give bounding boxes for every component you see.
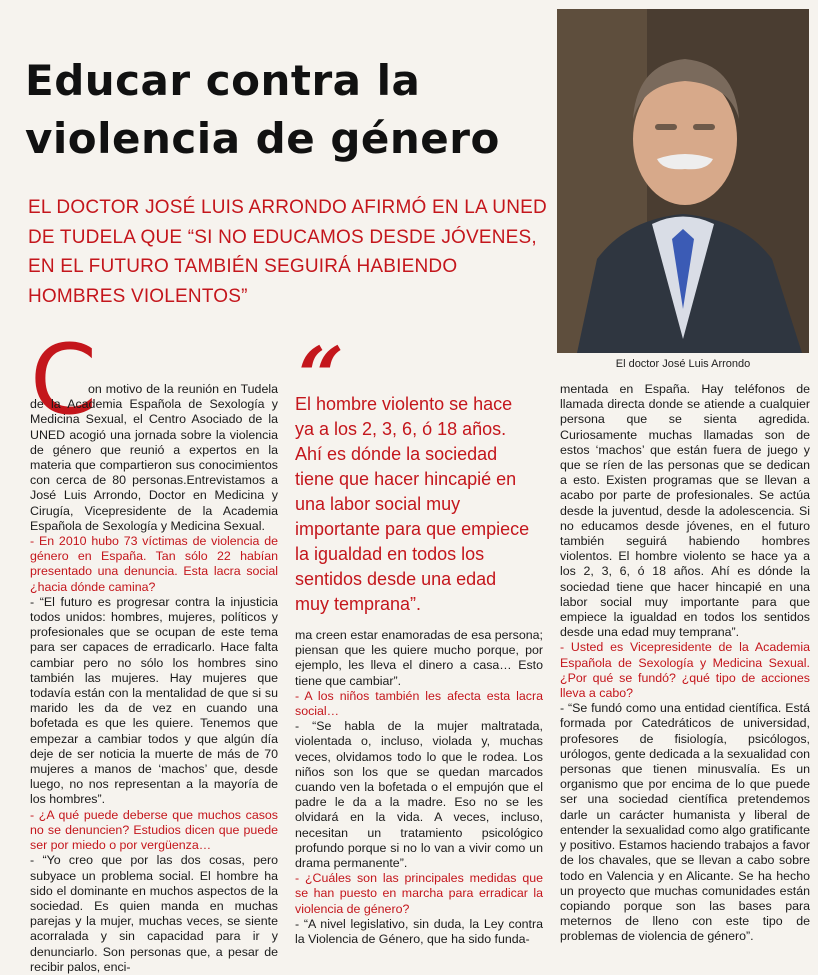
- portrait-illustration: [557, 9, 809, 353]
- question-1: - En 2010 hubo 73 víctimas de violencia de género en España. Tan sólo 22 habían presentado una denuncia. Esta lacra social ¿hacia dónde camina?: [30, 534, 278, 594]
- column-1: [30, 382, 278, 975]
- article-title: [25, 52, 555, 168]
- answer-1: - “El futuro es progresar contra la injusticia todos unidos: hombres, mujeres, políticos y profesionales que se ocupan de este tema para ser capaces de erradicarlo. Hace falta cambiar pero no sólo los hombres sino también las mujeres. Hay mujeres que todavía están con la mentalidad de que si su marido les da de vez en cuando una bofetada es que les quiere. Tenemos que empezar a cambiar todos y que algún día deje de ser noticia la muerte de más de 70 mujeres a manos de ‘machos’ que, desde luego, no nos representan a la mayoría de los hombres”.: [30, 594, 278, 807]
- question-2: - ¿A qué puede deberse que muchos casos no se denuncien? Estudios dicen que puede ser por miedo o por vergüenza…: [30, 807, 278, 853]
- question-5: - Usted es Vicepresidente de la Academia Española de Sexología y Medicina Sexual. ¿Por qué se fundó? ¿qué tipo de acciones lleva a cabo?: [560, 640, 810, 701]
- answer-4-continued: mentada en España. Hay teléfonos de llamada directa donde se atiende a cualquier persona que se sienta agredida. Curiosamente muchas llamadas son de estos ‘machos’ que están fuera de juego y que se ríen de las personas que se dedican a esto. Existen programas que se llevan a acabo por parte de profesionales. Se actúa desde la juventud, desde la adolescencia. Si no educamos desde jóvenes, en el futuro también seguirá habiendo hombres violentos. El hombre violento se hace ya a los 2, 3, 6, ó 18 años. Ahí es dónde la sociedad tiene que hacer hincapié en una labor social muy importante para que empiece la igualdad en todos los sentidos desde una edad muy temprana”.: [560, 382, 810, 640]
- answer-3: - “Se habla de la mujer maltratada, violentada o, incluso, violada y, muchas veces, olvidamos todo lo que le rodea. Los niños son los que se quedan marcados cuando ven la bofetada o el empujón que el padre le da a la madre. Eso no se les olvidará en la vida. A veces, incluso, necesitan un tratamiento psicológico profundo porque si no lo van a vivir como un drama permanente”.: [295, 719, 543, 871]
- answer-4: - “A nivel legislativo, sin duda, la Ley contra la Violencia de Género, que ha sido funda-: [295, 916, 543, 947]
- answer-2-continued: ma creen estar enamoradas de esa persona; piensan que les quiere mucho porque, por ejemplo, les lleva el dinero a casa… Esto tiene que cambiar”.: [295, 628, 543, 688]
- answer-2: - “Yo creo que por las dos cosas, pero subyace un problema social. El hombre ha sido el dominante en muchos aspectos de la sociedad. Es quien manda en muchas parejas y la mujer, muchas veces, se siente acorralada y sin capacidad para ir y denunciarlo. Son personas que, a pesar de recibir palos, enci-: [30, 853, 278, 974]
- article-subtitle: EL DOCTOR JOSÉ LUIS ARRONDO AFIRMÓ EN LA UNED DE TUDELA QUE “SI NO EDUCAMOS DESDE JÓVENES, EN EL FUTURO TAMBIÉN SEGUIRÁ HABIENDO HOMBRES VIOLENTOS”: [28, 197, 547, 307]
- portrait-photo: [557, 9, 809, 353]
- question-4: - ¿Cuáles son las principales medidas que se han puesto en marcha para erradicar la violencia de género?: [295, 871, 543, 916]
- pull-quote: El hombre violento se hace ya a los 2, 3, 6, ó 18 años. Ahí es dónde la sociedad tiene que hacer hincapié en una labor social muy importante para que empiece la igualdad en todos los sentidos desde una edad muy temprana”.: [295, 394, 530, 614]
- answer-5: - “Se fundó como una entidad científica. Está formada por Catedráticos de universidad, profesores de fisiología, psicólogos, urólogos, gente dedicada a la sexualidad con personas que tienen minusvalía. Es un organismo que por encima de lo que puede ser una sociedad científica pretendemos darle un carácter humanista y liberal de entender la sexualidad como algo gratificante y positivo. Estamos haciendo trabajos a favor de los chavales, que se llevan a cabo sobre todo en Valencia y en Alicante. Se ha hecho un proyecto que muchas comunidades están copiando porque son las bases para meternos de lleno con este tipo de problemas de violencia de género”.: [560, 701, 810, 944]
- column-3: [560, 382, 810, 945]
- article-title-line-2: violencia de género: [25, 114, 500, 163]
- question-3: - A los niños también les afecta esta lacra social…: [295, 688, 543, 719]
- photo-caption: El doctor José Luis Arrondo: [615, 358, 751, 370]
- article-title-line-1: Educar contra la: [25, 56, 421, 105]
- intro-paragraph: on motivo de la reunión en Tudela de la Academia Española de Sexología y Medicina Sexual, el Centro Asociado de la UNED acogió una jornada sobre la violencia de género que reunió a expertos en la materia que compartieron sus conocimientos con cerca de 80 personas.Entrevistamos a José Luis Arrondo, Doctor en Medicina y Cirugía, Vicepresidente de la Academia Española de Sexología y Medicina Sexual.: [30, 382, 278, 533]
- column-2: [295, 628, 543, 947]
- quote-mark-icon: “: [298, 329, 345, 423]
- drop-cap: C: [30, 324, 98, 436]
